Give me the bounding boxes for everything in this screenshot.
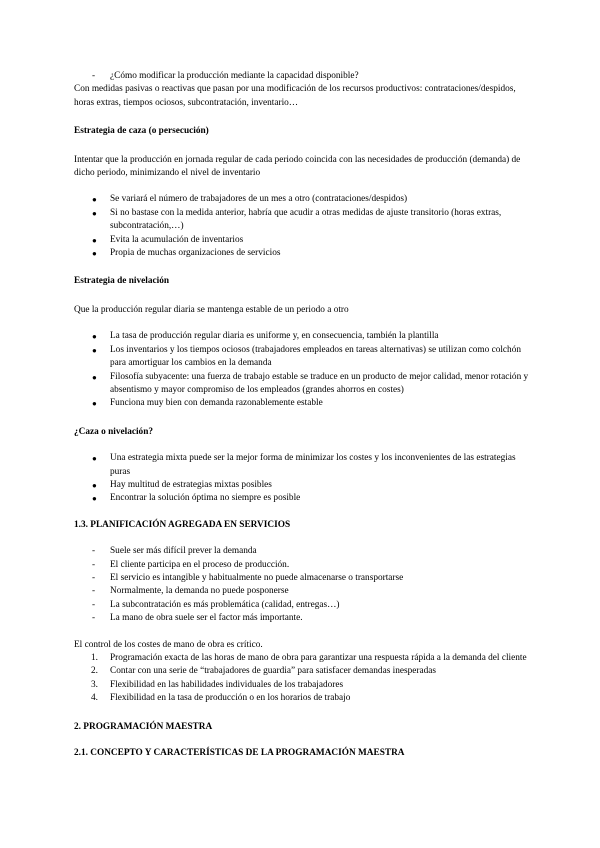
dash-marker: - <box>92 599 96 610</box>
bullet-marker: ● <box>92 399 97 409</box>
dash-marker: - <box>92 572 96 583</box>
list-item: ● Propia de muchas organizaciones de servicios <box>74 247 534 260</box>
list-number: 1. <box>91 653 98 663</box>
list-item: - El cliente participa en el proceso de producción. <box>74 559 534 572</box>
list-item: ● Los inventarios y los tiempos ociosos (trabajadores empleados en tareas alternativas) se utilizan como colchón para amortiguar los cambios en la demanda <box>92 344 522 369</box>
bullet-marker: ● <box>92 454 97 464</box>
list-item: - La mano de obra suele ser el factor más importante. <box>74 612 534 625</box>
bullet-marker: ● <box>92 332 97 342</box>
list-number: 3. <box>91 679 98 690</box>
intro-question-text: ¿Cómo modificar la producción mediante la capacidad disponible? <box>110 71 359 81</box>
dash-marker: - <box>92 613 96 624</box>
bullet-marker: ● <box>92 195 97 205</box>
list-item: ● Funciona muy bien con demanda razonablemente estable <box>74 397 534 410</box>
bullet-marker: ● <box>92 372 97 382</box>
master-subheading: 2.1. CONCEPTO Y CARACTERÍSTICAS DE LA PROGRAMACIÓN MAESTRA <box>74 748 405 759</box>
bullet-marker: ● <box>92 480 97 490</box>
list-item: 1. Programación exacta de las horas de mano de obra para garantizar una respuesta rápida a la demanda del cliente <box>74 652 534 665</box>
dash-marker: - <box>92 71 96 81</box>
list-item: ● Hay multitud de estrategias mixtas posibles <box>74 479 534 492</box>
dash-marker: - <box>92 586 96 597</box>
list-item: - El servicio es intangible y habitualmente no puede almacenarse o transportarse <box>74 572 534 585</box>
mixed-bullet-list <box>74 452 534 506</box>
level-heading: Estrategia de nivelación <box>74 276 170 287</box>
list-item: ● Una estrategia mixta puede ser la mejor forma de minimizar los costes y los inconvenientes de las estrategias puras <box>92 453 516 477</box>
list-item: 2. Contar con una serie de “trabajadores de guardia” para satisfacer demandas inesperadas <box>74 665 534 678</box>
services-heading: 1.3. PLANIFICACIÓN AGREGADA EN SERVICIOS <box>74 519 291 530</box>
list-item: ● Evita la acumulación de inventarios <box>74 234 534 247</box>
list-item: ● Filosofía subyacente: una fuerza de trabajo estable se traduce en un producto de mejor calidad, menor rotación y absentismo y mayor compromiso de los empleados (grandes ahorros en costes) <box>92 371 529 395</box>
master-heading: 2. PROGRAMACIÓN MAESTRA <box>74 721 213 732</box>
list-item: 4. Flexibilidad en la tasa de producción o en los horarios de trabajo <box>74 692 534 705</box>
intro-question <box>74 70 534 83</box>
level-paragraph: Que la producción regular diaria se mantenga estable de un periodo a otro <box>74 304 349 315</box>
bullet-marker: ● <box>92 235 97 245</box>
chase-paragraph: Intentar que la producción en jornada regular de cada periodo coincida con las necesidades de producción (demanda) de dicho periodo, minimizando el nivel de inventario <box>74 154 521 179</box>
bullet-marker: ● <box>92 208 97 218</box>
document-page <box>74 70 534 760</box>
list-number: 4. <box>91 693 98 704</box>
intro-passive-text: Con medidas pasivas o reactivas que pasan por una modificación de los recursos productivos: contrataciones/despidos, horas extras, tiempos ociosos, subcontratación, inventario… <box>74 84 516 108</box>
list-item: ● Si no bastase con la medida anterior, habría que acudir a otras medidas de ajuste transitorio (horas extras, subcontratación,…) <box>92 207 502 232</box>
level-bullet-list <box>74 330 534 410</box>
dash-marker: - <box>92 546 96 557</box>
bullet-marker: ● <box>92 249 97 259</box>
list-item: ● La tasa de producción regular diaria es uniforme y, en consecuencia, también la plantilla <box>74 330 534 343</box>
dash-marker: - <box>92 559 96 570</box>
list-item: - La subcontratación es más problemática (calidad, entregas…) <box>74 599 534 612</box>
list-item: - Normalmente, la demanda no puede posponerse <box>74 585 534 598</box>
bullet-marker: ● <box>92 345 97 355</box>
services-dash-list <box>74 545 534 625</box>
list-item: - Suele ser más difícil prever la demanda <box>74 545 534 558</box>
chase-bullet-list <box>74 193 534 260</box>
services-numbered-list <box>74 652 534 706</box>
mixed-heading: ¿Caza o nivelación? <box>74 426 154 437</box>
list-number: 2. <box>91 666 98 677</box>
bullet-marker: ● <box>92 494 97 504</box>
chase-heading: Estrategia de caza (o persecución) <box>74 126 209 137</box>
list-item: 3. Flexibilidad en las habilidades individuales de los trabajadores <box>74 679 534 692</box>
list-item: ● Encontrar la solución óptima no siempre es posible <box>74 492 534 505</box>
list-item: ● Se variará el número de trabajadores de un mes a otro (contrataciones/despidos) <box>74 193 534 206</box>
cost-control-text: El control de los costes de mano de obra es crítico. <box>74 639 263 650</box>
